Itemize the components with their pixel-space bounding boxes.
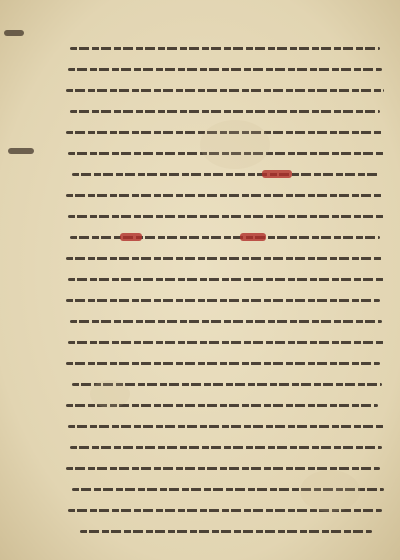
paper-stain <box>300 470 360 512</box>
manuscript-line <box>70 107 380 116</box>
rubric-word <box>240 233 266 241</box>
ink-stroke <box>72 173 378 176</box>
ink-stroke <box>66 362 380 365</box>
manuscript-line <box>66 254 382 263</box>
paper-stain <box>90 380 130 408</box>
manuscript-line <box>68 212 384 221</box>
manuscript-line <box>70 44 380 53</box>
ink-stroke <box>70 47 380 50</box>
ink-stroke <box>68 68 382 71</box>
manuscript-line <box>68 275 384 284</box>
ink-stroke <box>70 110 380 113</box>
manuscript-line <box>72 170 378 179</box>
ink-stroke <box>66 299 380 302</box>
margin-note <box>8 148 34 154</box>
margin-note <box>4 30 24 36</box>
ink-stroke <box>68 425 384 428</box>
manuscript-line <box>66 191 382 200</box>
manuscript-line <box>66 86 384 95</box>
ink-stroke <box>66 89 384 92</box>
manuscript-line <box>68 65 382 74</box>
ink-stroke <box>68 215 384 218</box>
manuscript-line <box>66 296 380 305</box>
rubric-word <box>262 170 292 178</box>
ink-stroke <box>80 530 372 533</box>
manuscript-line <box>70 233 380 242</box>
rubric-word <box>120 233 142 241</box>
ink-stroke <box>70 320 382 323</box>
ink-stroke <box>68 278 384 281</box>
manuscript-line <box>66 359 380 368</box>
ink-stroke <box>68 341 384 344</box>
manuscript-line <box>70 443 382 452</box>
ink-stroke <box>66 257 382 260</box>
paper-stain <box>200 120 270 169</box>
manuscript-line <box>68 338 384 347</box>
manuscript-line <box>80 527 372 536</box>
manuscript-line <box>68 422 384 431</box>
ink-stroke <box>70 236 380 239</box>
manuscript-line <box>70 317 382 326</box>
ink-stroke <box>66 194 382 197</box>
ink-stroke <box>70 446 382 449</box>
